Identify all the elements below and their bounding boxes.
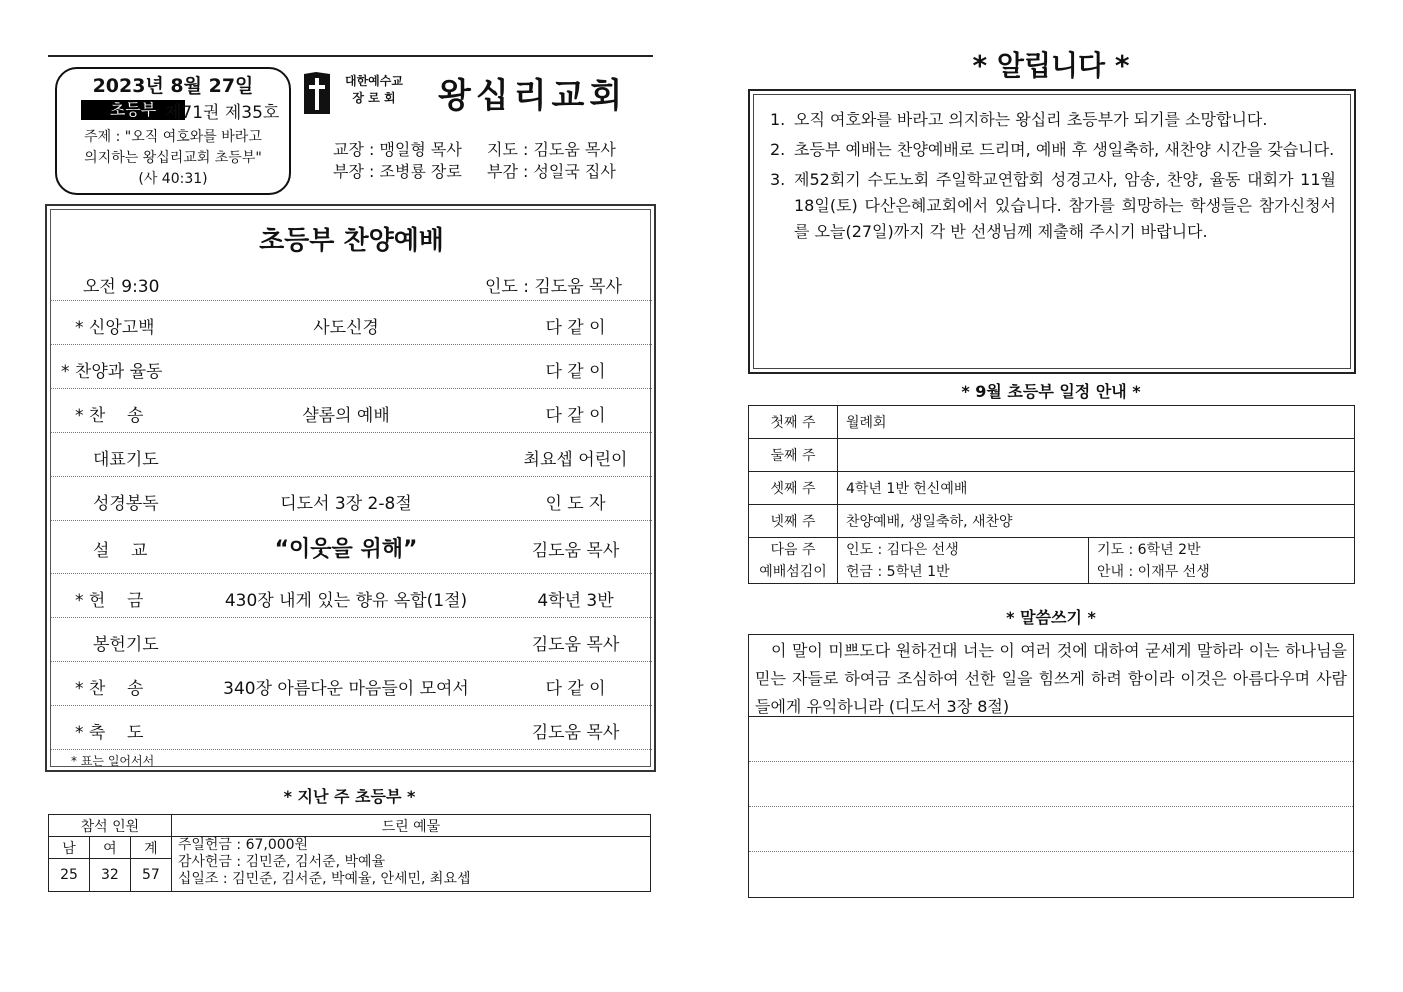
notice-text: 제52회기 수도노회 주일학교연합회 성경고사, 암송, 찬양, 율동 대회가 11월 18일(토) 다산은혜교회에서 있습니다. 참가를 희망하는 학생들은 참가신청서를 오늘(27일)까지 각 반 선생님께 제출해 주시기 바랍니다. xyxy=(794,170,1336,241)
offering-header: 드린 예물 xyxy=(171,815,650,837)
worship-item: * 찬양과 율동 xyxy=(61,362,163,382)
bulletin-date: 2023년 8월 27일 xyxy=(92,75,254,97)
worship-person: 김도움 목사 xyxy=(531,541,620,561)
writing-line xyxy=(749,806,1353,807)
schedule-week: 둘째 주 xyxy=(749,439,838,472)
worship-person: 4학년 3반 xyxy=(537,591,614,611)
male-label: 남 xyxy=(49,837,90,859)
worship-person: 김도움 목사 xyxy=(531,723,620,743)
schedule-table xyxy=(748,405,1355,584)
worship-person: 김도움 목사 xyxy=(531,635,620,655)
worship-order-inner xyxy=(50,209,651,767)
notices-box xyxy=(748,89,1356,374)
worship-leader: 인도 : 김도움 목사 xyxy=(485,277,622,297)
theme-reference: (사 40:31) xyxy=(138,171,208,187)
staff-director: 지도 : 김도움 목사 xyxy=(487,140,616,159)
offering-tithe: 십일조 : 김민준, 김서준, 박예율, 안세민, 최요셉 xyxy=(177,871,471,887)
writing-line xyxy=(749,761,1353,762)
notices-inner xyxy=(753,94,1351,369)
worship-item: * 축 도 xyxy=(75,723,144,743)
offering-thanks: 감사헌금 : 김민준, 김서준, 박예율 xyxy=(177,854,386,870)
volume-number: 제71권 제35호 xyxy=(165,103,280,123)
worship-item: * 찬 송 xyxy=(75,406,144,426)
verse-text: 이 말이 미쁘도다 원하건대 너는 이 여러 것에 대하여 굳세게 말하라 이는 하나님을 믿는 자들로 하여금 조심하여 선한 일을 힘쓰게 하려 함이라 이것은 아름다우며 사람들에게 유익하니라 (디도서 3장 8절) xyxy=(755,641,1347,716)
worship-title: 초등부 찬양예배 xyxy=(259,226,444,256)
notice-text: 초등부 예배는 찬양예배로 드리며, 예배 후 생일축하, 새찬양 시간을 갖습니다. xyxy=(794,140,1335,159)
worship-item: 설 교 xyxy=(93,541,148,561)
worship-item: * 찬 송 xyxy=(75,679,144,699)
schedule-week: 첫째 주 xyxy=(749,406,838,439)
schedule-row xyxy=(749,406,1355,439)
attendance-header: 참석 인원 xyxy=(49,815,172,837)
total-label: 계 xyxy=(130,837,171,859)
female-label: 여 xyxy=(89,837,130,859)
notice-item xyxy=(770,137,1336,163)
notice-item xyxy=(770,167,1336,245)
worship-row xyxy=(51,477,652,521)
schedule-row xyxy=(749,505,1355,538)
next-servers-label xyxy=(749,538,838,584)
cross-logo-icon xyxy=(302,72,332,116)
worship-row xyxy=(51,345,652,389)
dept-badge: 초등부 xyxy=(81,100,185,120)
writing-line xyxy=(749,851,1353,852)
worship-item: * 헌 금 xyxy=(75,591,144,611)
next-prayer: 기도 : 6학년 2반 xyxy=(1097,541,1201,558)
next-label-1: 다음 주 xyxy=(770,541,816,558)
worship-person: 다 같 이 xyxy=(545,318,606,338)
notice-number: 2. xyxy=(770,140,786,159)
worship-person: 다 같 이 xyxy=(545,406,606,426)
last-week-title: * 지난 주 초등부 * xyxy=(283,787,416,806)
offering-sunday: 주일헌금 : 67,000원 xyxy=(177,837,309,853)
worship-content: 샬롬의 예배 xyxy=(302,406,390,426)
next-offering: 헌금 : 5학년 1반 xyxy=(846,563,950,580)
worship-item: 대표기도 xyxy=(93,450,159,470)
worship-row xyxy=(51,433,652,477)
staff-head: 부장 : 조병룡 장로 xyxy=(333,162,462,181)
standing-note: * 표는 일어서서 xyxy=(71,754,155,768)
worship-item: 봉헌기도 xyxy=(93,635,159,655)
theme-line-2: 의지하는 왕십리교회 초등부" xyxy=(84,150,262,166)
worship-person: 다 같 이 xyxy=(545,679,606,699)
female-count: 32 xyxy=(89,859,130,892)
notice-number: 3. xyxy=(770,170,786,189)
worship-item: 성경봉독 xyxy=(93,494,159,514)
schedule-week: 셋째 주 xyxy=(749,472,838,505)
worship-row xyxy=(51,662,652,706)
total-count: 57 xyxy=(130,859,171,892)
header-rule xyxy=(48,55,653,57)
next-servers-right xyxy=(1089,538,1355,584)
notices-list xyxy=(770,107,1336,249)
schedule-event: 월례회 xyxy=(838,406,1355,439)
last-week-table xyxy=(48,814,651,892)
schedule-event: 찬양예배, 생일축하, 새찬양 xyxy=(838,505,1355,538)
theme-line-1: 주제 : "오직 여호와를 바라고 xyxy=(84,129,262,145)
verse-title: * 말씀쓰기 * xyxy=(1006,608,1096,627)
worship-order-box xyxy=(45,204,656,772)
next-label-2: 예배섬김이 xyxy=(759,563,827,580)
notice-text: 오직 여호와를 바라고 의지하는 왕십리 초등부가 되기를 소망합니다. xyxy=(794,110,1268,129)
worship-row xyxy=(51,706,652,750)
schedule-row xyxy=(749,472,1355,505)
schedule-event xyxy=(838,439,1355,472)
male-count: 25 xyxy=(49,859,90,892)
denomination-line-1: 대한예수교 xyxy=(345,74,403,88)
worship-row xyxy=(51,521,652,574)
notices-title: * 알립니다 * xyxy=(972,49,1130,82)
next-lead: 인도 : 김다은 선생 xyxy=(846,541,959,558)
worship-content: 디도서 3장 2-8절 xyxy=(280,494,412,514)
worship-item: * 신앙고백 xyxy=(75,318,155,338)
church-name: 왕십리교회 xyxy=(438,76,628,116)
writing-line xyxy=(749,716,1353,717)
worship-content: 430장 내게 있는 향유 옥합(1절) xyxy=(224,591,468,611)
schedule-event: 4학년 1반 헌신예배 xyxy=(838,472,1355,505)
staff-deputy: 부감 : 성일국 집사 xyxy=(487,162,616,181)
worship-person: 최요셉 어린이 xyxy=(523,450,628,470)
staff-principal: 교장 : 맹일형 목사 xyxy=(333,140,462,159)
worship-person: 인 도 자 xyxy=(545,494,606,514)
notice-item xyxy=(770,107,1336,133)
offering-list xyxy=(171,837,650,892)
worship-content: 사도신경 xyxy=(313,318,379,338)
schedule-title: * 9월 초등부 일정 안내 * xyxy=(961,382,1141,401)
worship-time: 오전 9:30 xyxy=(83,277,160,297)
notice-number: 1. xyxy=(770,110,786,129)
worship-row xyxy=(51,389,652,433)
worship-row xyxy=(51,301,652,345)
worship-row xyxy=(51,574,652,618)
verse-writing-box xyxy=(748,634,1354,898)
schedule-row xyxy=(749,439,1355,472)
schedule-week: 넷째 주 xyxy=(749,505,838,538)
denomination-line-2: 장 로 회 xyxy=(352,91,396,105)
worship-time-row xyxy=(51,262,652,301)
sermon-title: “이웃을 위해” xyxy=(274,537,418,562)
schedule-row-next xyxy=(749,538,1355,584)
worship-content: 340장 아름다운 마음들이 모여서 xyxy=(223,679,469,699)
denomination-text xyxy=(345,73,403,107)
next-servers-left xyxy=(838,538,1089,584)
worship-person: 다 같 이 xyxy=(545,362,606,382)
worship-row xyxy=(51,618,652,662)
theme-text xyxy=(57,127,289,190)
next-guide: 안내 : 이재무 선생 xyxy=(1097,563,1210,580)
bulletin-info-box xyxy=(55,67,291,195)
